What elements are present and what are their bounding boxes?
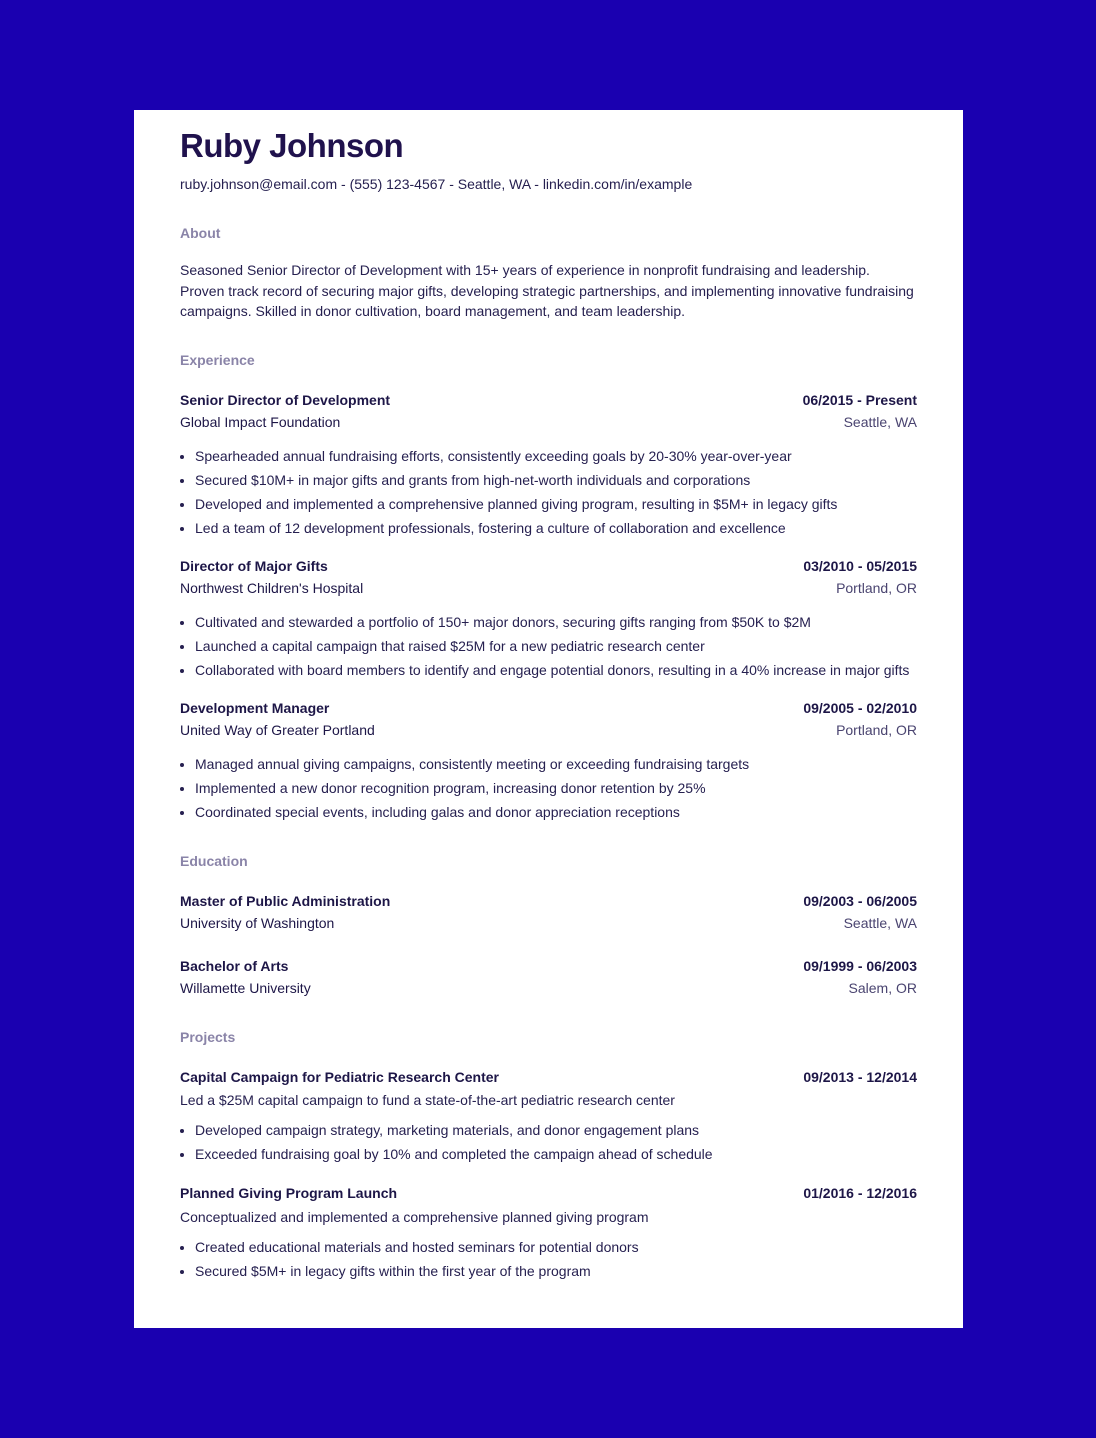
experience-entry (180, 697, 917, 824)
job-dates: 03/2010 - 05/2015 (803, 557, 917, 574)
job-dates: 06/2015 - Present (802, 391, 917, 408)
section-title-about: About (180, 225, 221, 241)
bullet-item: • Collaborated with board members to identify and engage potential donors, resulting in a 40% increase in major gifts (195, 658, 917, 682)
section-title-education: Education (180, 852, 248, 869)
bullet-item: • Created educational materials and hosted seminars for potential donors (195, 1235, 917, 1259)
school: University of Washington (180, 915, 335, 931)
job-location: Portland, OR (836, 722, 917, 738)
bullet-item: • Led a team of 12 development professionals, fostering a culture of collaboration and excellence (195, 516, 917, 540)
project-entry (180, 1182, 917, 1283)
education-dates: 09/1999 - 06/2003 (803, 957, 917, 974)
contact-line: ruby.johnson@email.com - (555) 123-4567 - Seattle, WA - linkedin.com/in/example (180, 176, 693, 192)
organization: United Way of Greater Portland (180, 722, 375, 738)
bullet-item: • Coordinated special events, including galas and donor appreciation receptions (195, 800, 917, 824)
education-list (180, 890, 917, 1000)
job-title: Director of Major Gifts (180, 557, 328, 574)
bullet-item: • Cultivated and stewarded a portfolio of 150+ major donors, securing gifts ranging from $50K to $2M (195, 610, 917, 634)
project-name: Capital Campaign for Pediatric Research Center (180, 1068, 499, 1085)
project-bullets (180, 1235, 917, 1283)
bullet-item: • Developed and implemented a comprehensive planned giving program, resulting in $5M+ in legacy gifts (195, 492, 917, 516)
bullet-item: • Secured $10M+ in major gifts and grants from high-net-worth individuals and corporations (195, 468, 917, 492)
candidate-name: Ruby Johnson (180, 127, 404, 164)
projects-list (180, 1066, 917, 1283)
education-entry (180, 890, 917, 935)
section-title-projects: Projects (180, 1028, 236, 1045)
degree: Master of Public Administration (180, 892, 391, 909)
degree: Bachelor of Arts (180, 957, 289, 974)
organization: Global Impact Foundation (180, 414, 341, 430)
school-location: Seattle, WA (843, 915, 917, 931)
bullet-item: • Secured $5M+ in legacy gifts within the first year of the program (195, 1259, 917, 1283)
job-dates: 09/2005 - 02/2010 (803, 699, 917, 716)
bullet-item: • Implemented a new donor recognition program, increasing donor retention by 25% (195, 776, 917, 800)
project-dates: 01/2016 - 12/2016 (803, 1185, 917, 1201)
education-entry (180, 955, 917, 1000)
organization: Northwest Children's Hospital (180, 580, 364, 596)
bullet-item: • Spearheaded annual fundraising efforts, consistently exceeding goals by 20-30% year-over-year (195, 444, 917, 468)
project-entry (180, 1066, 917, 1167)
about-text: Seasoned Senior Director of Development with 15+ years of experience in nonprofit fundraising and leadership. Proven track record of securing major gifts, developing strategic partnerships, and implementing innovative fundraising campaigns. Skilled in donor cultivation, board management, and team leadership. (180, 262, 914, 319)
section-title-experience: Experience (180, 351, 255, 368)
job-title: Development Manager (180, 699, 330, 716)
school-location: Salem, OR (848, 980, 917, 996)
resume-page (134, 110, 963, 1328)
bullet-item: • Launched a capital campaign that raised $25M for a new pediatric research center (195, 634, 917, 658)
experience-entry (180, 389, 917, 540)
project-description: Led a $25M capital campaign to fund a state-of-the-art pediatric research center (180, 1092, 675, 1108)
job-location: Seattle, WA (843, 414, 917, 430)
school: Willamette University (180, 980, 311, 996)
project-name: Planned Giving Program Launch (180, 1185, 398, 1201)
job-bullets (180, 752, 917, 824)
bullet-item: • Developed campaign strategy, marketing materials, and donor engagement plans (195, 1118, 917, 1142)
project-bullets (180, 1118, 917, 1166)
bullet-item: • Exceeded fundraising goal by 10% and completed the campaign ahead of schedule (195, 1142, 917, 1166)
job-bullets (180, 444, 917, 540)
project-dates: 09/2013 - 12/2014 (803, 1068, 917, 1085)
experience-list (180, 389, 917, 824)
experience-entry (180, 555, 917, 682)
job-location: Portland, OR (836, 580, 917, 596)
project-description: Conceptualized and implemented a comprehensive planned giving program (180, 1208, 649, 1225)
bullet-item: • Managed annual giving campaigns, consistently meeting or exceeding fundraising targets (195, 752, 917, 776)
education-dates: 09/2003 - 06/2005 (803, 892, 917, 909)
job-title: Senior Director of Development (180, 391, 391, 408)
job-bullets (180, 610, 917, 682)
